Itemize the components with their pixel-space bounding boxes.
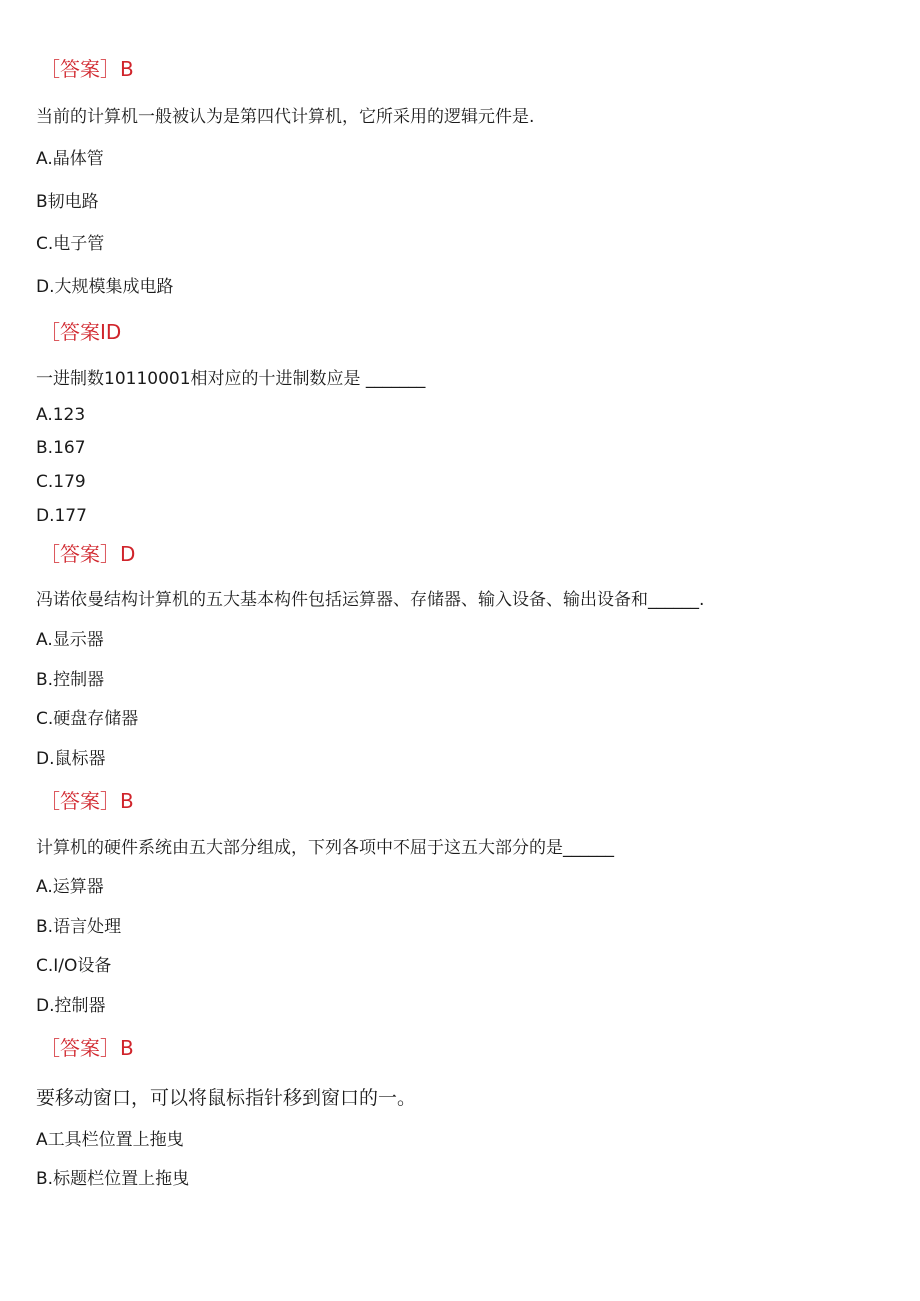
option-a: A.显示器: [36, 630, 104, 650]
option-a: A工具栏位置上拖曳: [36, 1130, 184, 1150]
option-c: C.179: [36, 472, 86, 492]
option-b: B.控制器: [36, 670, 105, 690]
answer-label: ［答案］B: [40, 1036, 134, 1060]
option-d: D.大规模集成电路: [36, 277, 174, 297]
question-text: 冯诺依曼结构计算机的五大基本构件包括运算器、存储器、输入设备、输出设备和______.: [36, 590, 705, 610]
option-c: C.硬盘存储器: [36, 709, 139, 729]
option-b: B韧电路: [36, 192, 99, 212]
option-c: C.I/O设备: [36, 956, 112, 976]
option-b: B.167: [36, 438, 86, 458]
option-a: A.晶体管: [36, 149, 104, 169]
option-a: A.123: [36, 405, 86, 425]
option-d: D.鼠标器: [36, 749, 106, 769]
option-b: B.标题栏位置上拖曳: [36, 1169, 190, 1189]
option-d: D.控制器: [36, 996, 106, 1016]
question-text: 要移动窗口，可以将鼠标指针移到窗口的一。: [36, 1087, 417, 1109]
option-c: C.电子管: [36, 234, 105, 254]
question-text: 一进制数10110001相对应的十进制数应是 _______: [36, 369, 426, 389]
answer-label: ［答案］B: [40, 57, 134, 81]
question-text: 当前的计算机一般被认为是第四代计算机，它所采用的逻辑元件是.: [36, 107, 535, 127]
question-text: 计算机的硬件系统由五大部分组成，下列各项中不屈于这五大部分的是______: [36, 838, 614, 858]
answer-label: ［答案］D: [40, 542, 136, 566]
answer-label: ［答案］B: [40, 789, 134, 813]
option-b: B.语言处理: [36, 917, 122, 937]
option-d: D.177: [36, 506, 87, 526]
option-a: A.运算器: [36, 877, 104, 897]
answer-label: ［答案ID: [40, 320, 122, 344]
